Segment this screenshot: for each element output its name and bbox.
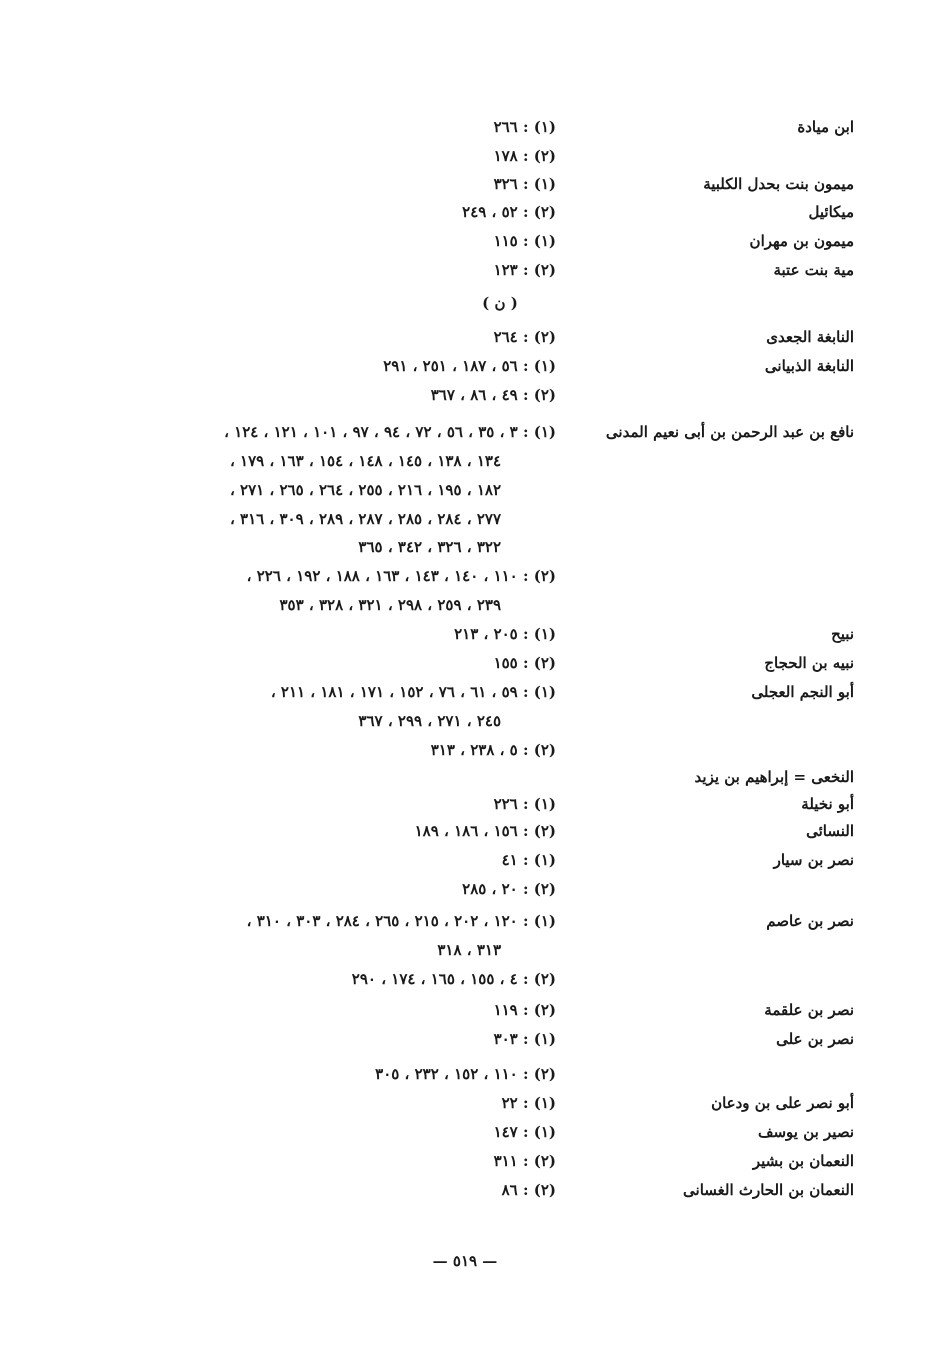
entry-reference: (٢) : ٤ ، ١٥٥ ، ١٦٥ ، ١٧٤ ، ٢٩٠ xyxy=(351,970,556,988)
entry-name: مية بنت عتبة xyxy=(773,261,854,279)
entry-reference: ٢٣٩ ، ٢٥٩ ، ٢٩٨ ، ٣٢١ ، ٣٢٨ ، ٣٥٣ xyxy=(279,596,501,614)
entry-name: ميمون بن مهران xyxy=(749,232,854,250)
entry-name: ميمون بنت بحدل الكلبية xyxy=(703,175,854,193)
page-number: — ٥١٩ — xyxy=(432,1252,498,1270)
entry-reference: (٢) : ٢٦٤ xyxy=(493,328,556,346)
entry-reference: ٣٢٢ ، ٣٢٦ ، ٣٤٢ ، ٣٦٥ xyxy=(358,538,501,556)
entry-reference: (٢) : ١٢٣ xyxy=(493,261,556,279)
entry-reference: (١) : ١٤٧ xyxy=(493,1123,556,1141)
entry-reference: ١٣٤ ، ١٣٨ ، ١٤٥ ، ١٤٨ ، ١٥٤ ، ١٦٣ ، ١٧٩ ، xyxy=(229,452,501,470)
entry-name: نصير بن يوسف xyxy=(757,1123,854,1141)
entry-name: نبيه بن الحجاج xyxy=(764,654,854,672)
entry-name: النسائى xyxy=(806,822,854,840)
entry-reference: (١) : ٣٢٦ xyxy=(493,175,556,193)
entry-name: نصر بن علقمة xyxy=(764,1001,854,1019)
entry-reference: (١) : ٢٠٥ ، ٢١٣ xyxy=(454,625,556,643)
entry-name: النخعى = إبراهيم بن يزيد xyxy=(694,768,854,786)
entry-name: نافع بن عبد الرحمن بن أبى نعيم المدنى xyxy=(605,423,854,441)
entry-reference: (١) : ١٢٠ ، ٢٠٢ ، ٢١٥ ، ٢٦٥ ، ٢٨٤ ، ٣٠٣ ، ٣١٠ ، xyxy=(246,912,556,930)
entry-name: ميكائيل xyxy=(808,203,854,221)
entry-reference: (٢) : ٣١١ xyxy=(493,1152,556,1170)
entry-reference: (١) : ٥٦ ، ١٨٧ ، ٢٥١ ، ٢٩١ xyxy=(383,357,556,375)
entry-name: نصر بن على xyxy=(776,1030,854,1048)
entry-name: نبيح xyxy=(831,625,854,643)
entry-reference: (١) : ٢٦٦ xyxy=(493,118,556,136)
entry-reference: (٢) : ٢٠ ، ٢٨٥ xyxy=(462,880,556,898)
entry-reference: (٢) : ١٥٦ ، ١٨٦ ، ١٨٩ xyxy=(414,822,556,840)
entry-reference: (٢) : ١١٠ ، ١٥٢ ، ٢٣٢ ، ٣٠٥ xyxy=(375,1065,556,1083)
entry-name: نصر بن سيار xyxy=(773,851,854,869)
entry-name: النعمان بن بشير xyxy=(752,1152,854,1170)
entry-reference: (١) : ٣ ، ٣٥ ، ٥٦ ، ٧٢ ، ٩٤ ، ٩٧ ، ١٠١ ، ١٢١ ، ١٢٤ ، xyxy=(224,423,556,441)
entry-name: ابن ميادة xyxy=(797,118,854,136)
entry-reference: ٢٧٧ ، ٢٨٤ ، ٢٨٥ ، ٢٨٧ ، ٢٨٩ ، ٣٠٩ ، ٣١٦ ، xyxy=(229,510,501,528)
entry-name: النعمان بن الحارث الغسانى xyxy=(683,1181,854,1199)
entry-reference: (٢) : ١٧٨ xyxy=(493,147,556,165)
section-heading: ( ن ) xyxy=(482,294,518,312)
entry-reference: ٣١٣ ، ٣١٨ xyxy=(437,941,501,959)
entry-reference: (١) : ٢٢ xyxy=(501,1094,556,1112)
entry-reference: (٢) : ١١٩ xyxy=(493,1001,556,1019)
entry-name: النابغة الذبيانى xyxy=(764,357,854,375)
entry-reference: (٢) : ٥٢ ، ٢٤٩ xyxy=(462,203,556,221)
entry-name: النابغة الجعدى xyxy=(766,328,854,346)
entry-reference: (١) : ٥٩ ، ٦١ ، ٧٦ ، ١٥٢ ، ١٧١ ، ١٨١ ، ٢١١ ، xyxy=(270,683,556,701)
entry-reference: (٢) : ١٥٥ xyxy=(493,654,556,672)
entry-name: أبو نخيلة xyxy=(801,795,854,813)
entry-name: نصر بن عاصم xyxy=(766,912,854,930)
entry-reference: (١) : ٤١ xyxy=(501,851,556,869)
entry-name: أبو نصر على بن ودعان xyxy=(711,1094,854,1112)
entry-reference: ١٨٢ ، ١٩٥ ، ٢١٦ ، ٢٥٥ ، ٢٦٤ ، ٢٦٥ ، ٢٧١ ، xyxy=(229,481,501,499)
entry-reference: (٢) : ١١٠ ، ١٤٠ ، ١٤٣ ، ١٦٣ ، ١٨٨ ، ١٩٢ ، ٢٢٦ ، xyxy=(246,567,556,585)
entry-reference: ٢٤٥ ، ٢٧١ ، ٢٩٩ ، ٣٦٧ xyxy=(358,712,501,730)
entry-reference: (١) : ١١٥ xyxy=(493,232,556,250)
entry-reference: (١) : ٢٢٦ xyxy=(493,795,556,813)
entry-reference: (٢) : ٤٩ ، ٨٦ ، ٣٦٧ xyxy=(430,386,556,404)
entry-reference: (٢) : ٥ ، ٢٣٨ ، ٣١٣ xyxy=(430,741,556,759)
entry-reference: (٢) : ٨٦ xyxy=(501,1181,556,1199)
entry-reference: (١) : ٣٠٣ xyxy=(493,1030,556,1048)
entry-name: أبو النجم العجلى xyxy=(751,683,854,701)
